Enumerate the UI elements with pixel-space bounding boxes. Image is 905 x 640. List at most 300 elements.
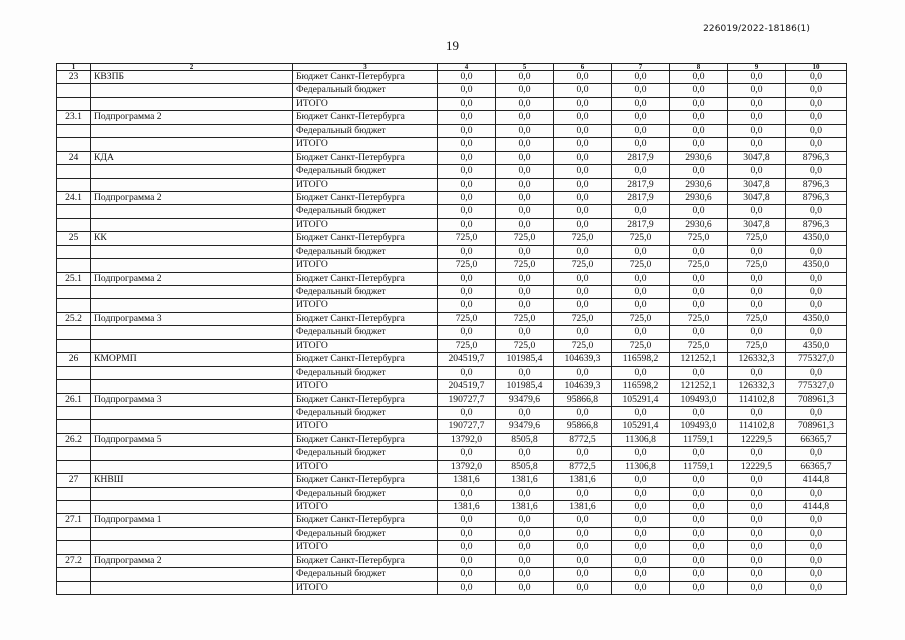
funding-source-cell: ИТОГО <box>293 460 438 473</box>
table-row <box>57 111 847 124</box>
value-cell: 109493,0 <box>670 393 728 406</box>
row-id-cell <box>57 326 91 339</box>
value-cell: 0,0 <box>554 272 612 285</box>
table-row <box>57 353 847 366</box>
header-cell: 10 <box>786 64 847 71</box>
value-cell: 0,0 <box>612 124 670 137</box>
funding-source-cell: ИТОГО <box>293 97 438 110</box>
header-cell: 8 <box>670 64 728 71</box>
value-cell: 0,0 <box>438 366 496 379</box>
document-registration-number: 226019/2022-18186(1) <box>703 24 810 34</box>
value-cell: 725,0 <box>438 339 496 352</box>
value-cell: 0,0 <box>438 286 496 299</box>
value-cell: 0,0 <box>496 124 554 137</box>
row-id-cell: 27.2 <box>57 554 91 567</box>
row-id-cell <box>57 286 91 299</box>
row-name-cell <box>91 420 293 433</box>
row-id-cell <box>57 138 91 151</box>
funding-source-cell: Бюджет Санкт-Петербурга <box>293 474 438 487</box>
value-cell: 0,0 <box>612 138 670 151</box>
table-row <box>57 165 847 178</box>
funding-source-cell: ИТОГО <box>293 218 438 231</box>
value-cell: 0,0 <box>786 581 847 594</box>
value-cell: 0,0 <box>786 487 847 500</box>
value-cell: 0,0 <box>612 406 670 419</box>
value-cell: 0,0 <box>786 245 847 258</box>
value-cell: 0,0 <box>438 218 496 231</box>
row-id-cell <box>57 218 91 231</box>
value-cell: 0,0 <box>670 165 728 178</box>
value-cell: 0,0 <box>670 527 728 540</box>
value-cell: 0,0 <box>728 514 786 527</box>
value-cell: 0,0 <box>728 568 786 581</box>
table-row <box>57 460 847 473</box>
value-cell: 0,0 <box>786 541 847 554</box>
value-cell: 0,0 <box>612 581 670 594</box>
value-cell: 1381,6 <box>438 474 496 487</box>
row-id-cell: 24 <box>57 151 91 164</box>
value-cell: 0,0 <box>728 487 786 500</box>
value-cell: 0,0 <box>670 406 728 419</box>
value-cell: 0,0 <box>670 111 728 124</box>
row-name-cell: Подпрограмма 1 <box>91 514 293 527</box>
funding-source-cell: ИТОГО <box>293 541 438 554</box>
value-cell: 0,0 <box>728 97 786 110</box>
row-name-cell <box>91 245 293 258</box>
row-name-cell <box>91 178 293 191</box>
value-cell: 0,0 <box>496 205 554 218</box>
value-cell: 0,0 <box>786 447 847 460</box>
value-cell: 0,0 <box>728 474 786 487</box>
value-cell: 0,0 <box>786 165 847 178</box>
row-name-cell <box>91 124 293 137</box>
value-cell: 0,0 <box>496 527 554 540</box>
value-cell: 0,0 <box>438 514 496 527</box>
table-row <box>57 205 847 218</box>
value-cell: 0,0 <box>438 554 496 567</box>
funding-source-cell: Бюджет Санкт-Петербурга <box>293 111 438 124</box>
header-cell: 9 <box>728 64 786 71</box>
value-cell: 0,0 <box>438 527 496 540</box>
value-cell: 0,0 <box>496 191 554 204</box>
value-cell: 0,0 <box>554 218 612 231</box>
table-row <box>57 232 847 245</box>
row-id-cell <box>57 97 91 110</box>
table-row <box>57 581 847 594</box>
value-cell: 0,0 <box>786 138 847 151</box>
value-cell: 0,0 <box>496 487 554 500</box>
value-cell: 0,0 <box>786 406 847 419</box>
value-cell: 0,0 <box>496 326 554 339</box>
value-cell: 0,0 <box>554 487 612 500</box>
row-id-cell <box>57 541 91 554</box>
value-cell: 0,0 <box>728 581 786 594</box>
table-row <box>57 474 847 487</box>
row-name-cell <box>91 541 293 554</box>
table-row <box>57 527 847 540</box>
value-cell: 0,0 <box>786 286 847 299</box>
value-cell: 0,0 <box>670 581 728 594</box>
value-cell: 2930,6 <box>670 191 728 204</box>
value-cell: 0,0 <box>670 299 728 312</box>
table-row <box>57 380 847 393</box>
value-cell: 708961,3 <box>786 393 847 406</box>
value-cell: 116598,2 <box>612 380 670 393</box>
value-cell: 0,0 <box>554 366 612 379</box>
value-cell: 0,0 <box>728 245 786 258</box>
funding-source-cell: Бюджет Санкт-Петербурга <box>293 191 438 204</box>
value-cell: 93479,6 <box>496 393 554 406</box>
value-cell: 0,0 <box>438 568 496 581</box>
row-name-cell: КМОРМП <box>91 353 293 366</box>
value-cell: 114102,8 <box>728 420 786 433</box>
value-cell: 725,0 <box>612 339 670 352</box>
value-cell: 2817,9 <box>612 191 670 204</box>
value-cell: 0,0 <box>786 272 847 285</box>
value-cell: 1381,6 <box>496 501 554 514</box>
table-row <box>57 71 847 84</box>
row-id-cell: 25.2 <box>57 312 91 325</box>
value-cell: 0,0 <box>496 568 554 581</box>
value-cell: 8796,3 <box>786 178 847 191</box>
value-cell: 0,0 <box>554 151 612 164</box>
value-cell: 95866,8 <box>554 393 612 406</box>
value-cell: 8796,3 <box>786 151 847 164</box>
row-name-cell: Подпрограмма 3 <box>91 393 293 406</box>
funding-source-cell: ИТОГО <box>293 501 438 514</box>
funding-source-cell: Бюджет Санкт-Петербурга <box>293 71 438 84</box>
funding-source-cell: ИТОГО <box>293 339 438 352</box>
row-id-cell: 26 <box>57 353 91 366</box>
funding-source-cell: Федеральный бюджет <box>293 286 438 299</box>
row-name-cell <box>91 581 293 594</box>
value-cell: 0,0 <box>438 299 496 312</box>
value-cell: 0,0 <box>438 111 496 124</box>
value-cell: 0,0 <box>438 447 496 460</box>
value-cell: 0,0 <box>496 71 554 84</box>
value-cell: 12229,5 <box>728 433 786 446</box>
value-cell: 0,0 <box>496 245 554 258</box>
value-cell: 8796,3 <box>786 191 847 204</box>
value-cell: 0,0 <box>438 272 496 285</box>
value-cell: 12229,5 <box>728 460 786 473</box>
header-cell: 1 <box>57 64 91 71</box>
funding-source-cell: Бюджет Санкт-Петербурга <box>293 312 438 325</box>
funding-source-cell: Бюджет Санкт-Петербурга <box>293 151 438 164</box>
table-row <box>57 84 847 97</box>
value-cell: 725,0 <box>670 232 728 245</box>
value-cell: 0,0 <box>438 165 496 178</box>
funding-source-cell: ИТОГО <box>293 380 438 393</box>
table-row <box>57 124 847 137</box>
value-cell: 116598,2 <box>612 353 670 366</box>
table-row <box>57 259 847 272</box>
value-cell: 0,0 <box>612 111 670 124</box>
value-cell: 0,0 <box>728 366 786 379</box>
row-name-cell <box>91 84 293 97</box>
value-cell: 0,0 <box>612 366 670 379</box>
row-name-cell: КДА <box>91 151 293 164</box>
value-cell: 725,0 <box>438 232 496 245</box>
row-id-cell: 25.1 <box>57 272 91 285</box>
value-cell: 121252,1 <box>670 353 728 366</box>
value-cell: 725,0 <box>612 259 670 272</box>
value-cell: 0,0 <box>496 581 554 594</box>
value-cell: 8796,3 <box>786 218 847 231</box>
value-cell: 0,0 <box>612 568 670 581</box>
value-cell: 0,0 <box>496 111 554 124</box>
value-cell: 0,0 <box>670 84 728 97</box>
value-cell: 0,0 <box>670 97 728 110</box>
row-name-cell <box>91 97 293 110</box>
value-cell: 0,0 <box>554 447 612 460</box>
value-cell: 1381,6 <box>438 501 496 514</box>
row-id-cell: 27 <box>57 474 91 487</box>
table-row <box>57 393 847 406</box>
table-row <box>57 339 847 352</box>
value-cell: 0,0 <box>786 97 847 110</box>
value-cell: 1381,6 <box>496 474 554 487</box>
value-cell: 0,0 <box>496 366 554 379</box>
value-cell: 204519,7 <box>438 380 496 393</box>
value-cell: 8772,5 <box>554 433 612 446</box>
value-cell: 2930,6 <box>670 178 728 191</box>
value-cell: 0,0 <box>554 71 612 84</box>
value-cell: 0,0 <box>728 165 786 178</box>
value-cell: 11306,8 <box>612 433 670 446</box>
table-row <box>57 97 847 110</box>
funding-source-cell: Федеральный бюджет <box>293 326 438 339</box>
row-name-cell: Подпрограмма 2 <box>91 272 293 285</box>
value-cell: 0,0 <box>670 474 728 487</box>
table-row <box>57 501 847 514</box>
row-name-cell <box>91 487 293 500</box>
row-id-cell <box>57 205 91 218</box>
header-cell: 6 <box>554 64 612 71</box>
value-cell: 3047,8 <box>728 218 786 231</box>
value-cell: 0,0 <box>438 406 496 419</box>
value-cell: 725,0 <box>554 339 612 352</box>
table-row <box>57 218 847 231</box>
funding-source-cell: ИТОГО <box>293 299 438 312</box>
value-cell: 0,0 <box>728 527 786 540</box>
value-cell: 0,0 <box>612 299 670 312</box>
value-cell: 0,0 <box>728 205 786 218</box>
row-name-cell <box>91 286 293 299</box>
value-cell: 66365,7 <box>786 433 847 446</box>
value-cell: 0,0 <box>728 124 786 137</box>
value-cell: 0,0 <box>496 165 554 178</box>
value-cell: 0,0 <box>554 541 612 554</box>
value-cell: 0,0 <box>612 272 670 285</box>
row-name-cell: Подпрограмма 5 <box>91 433 293 446</box>
value-cell: 0,0 <box>670 245 728 258</box>
value-cell: 0,0 <box>438 124 496 137</box>
value-cell: 0,0 <box>496 178 554 191</box>
value-cell: 725,0 <box>438 259 496 272</box>
value-cell: 725,0 <box>728 232 786 245</box>
row-id-cell <box>57 447 91 460</box>
value-cell: 1381,6 <box>554 474 612 487</box>
row-id-cell: 27.1 <box>57 514 91 527</box>
funding-source-cell: Бюджет Санкт-Петербурга <box>293 272 438 285</box>
table-body <box>57 64 847 595</box>
value-cell: 190727,7 <box>438 420 496 433</box>
value-cell: 101985,4 <box>496 353 554 366</box>
value-cell: 101985,4 <box>496 380 554 393</box>
row-id-cell <box>57 460 91 473</box>
value-cell: 725,0 <box>554 312 612 325</box>
value-cell: 8505,8 <box>496 460 554 473</box>
table-row <box>57 406 847 419</box>
value-cell: 0,0 <box>670 272 728 285</box>
row-name-cell <box>91 527 293 540</box>
value-cell: 4144,8 <box>786 501 847 514</box>
value-cell: 95866,8 <box>554 420 612 433</box>
value-cell: 190727,7 <box>438 393 496 406</box>
value-cell: 0,0 <box>728 554 786 567</box>
value-cell: 775327,0 <box>786 380 847 393</box>
value-cell: 0,0 <box>670 447 728 460</box>
header-cell: 2 <box>91 64 293 71</box>
budget-table <box>56 63 847 595</box>
value-cell: 775327,0 <box>786 353 847 366</box>
header-cell: 4 <box>438 64 496 71</box>
row-id-cell <box>57 299 91 312</box>
row-id-cell <box>57 165 91 178</box>
value-cell: 11306,8 <box>612 460 670 473</box>
value-cell: 0,0 <box>438 326 496 339</box>
row-name-cell <box>91 299 293 312</box>
row-id-cell: 25 <box>57 232 91 245</box>
value-cell: 0,0 <box>496 447 554 460</box>
value-cell: 2817,9 <box>612 178 670 191</box>
value-cell: 0,0 <box>670 568 728 581</box>
value-cell: 0,0 <box>554 326 612 339</box>
value-cell: 0,0 <box>496 151 554 164</box>
row-name-cell <box>91 447 293 460</box>
value-cell: 66365,7 <box>786 460 847 473</box>
value-cell: 105291,4 <box>612 393 670 406</box>
row-id-cell <box>57 245 91 258</box>
row-id-cell: 26.1 <box>57 393 91 406</box>
table-row <box>57 286 847 299</box>
table-row <box>57 487 847 500</box>
value-cell: 0,0 <box>554 527 612 540</box>
value-cell: 0,0 <box>670 541 728 554</box>
value-cell: 3047,8 <box>728 191 786 204</box>
funding-source-cell: ИТОГО <box>293 581 438 594</box>
value-cell: 13792,0 <box>438 433 496 446</box>
value-cell: 109493,0 <box>670 420 728 433</box>
funding-source-cell: Федеральный бюджет <box>293 124 438 137</box>
row-id-cell: 23 <box>57 71 91 84</box>
value-cell: 0,0 <box>728 447 786 460</box>
row-name-cell <box>91 380 293 393</box>
value-cell: 0,0 <box>438 191 496 204</box>
value-cell: 0,0 <box>786 554 847 567</box>
value-cell: 105291,4 <box>612 420 670 433</box>
funding-source-cell: Федеральный бюджет <box>293 165 438 178</box>
value-cell: 2930,6 <box>670 218 728 231</box>
value-cell: 0,0 <box>496 84 554 97</box>
value-cell: 0,0 <box>612 474 670 487</box>
value-cell: 0,0 <box>554 406 612 419</box>
funding-source-cell: Федеральный бюджет <box>293 84 438 97</box>
row-id-cell: 23.1 <box>57 111 91 124</box>
value-cell: 0,0 <box>612 286 670 299</box>
value-cell: 1381,6 <box>554 501 612 514</box>
funding-source-cell: ИТОГО <box>293 259 438 272</box>
funding-source-cell: Федеральный бюджет <box>293 245 438 258</box>
value-cell: 725,0 <box>438 312 496 325</box>
value-cell: 0,0 <box>438 487 496 500</box>
value-cell: 0,0 <box>786 84 847 97</box>
value-cell: 2817,9 <box>612 151 670 164</box>
value-cell: 0,0 <box>786 71 847 84</box>
value-cell: 0,0 <box>496 541 554 554</box>
value-cell: 0,0 <box>670 286 728 299</box>
table-row <box>57 191 847 204</box>
value-cell: 4350,0 <box>786 259 847 272</box>
table-row <box>57 151 847 164</box>
row-name-cell <box>91 138 293 151</box>
table-row <box>57 433 847 446</box>
funding-source-cell: Бюджет Санкт-Петербурга <box>293 232 438 245</box>
table-row <box>57 420 847 433</box>
value-cell: 93479,6 <box>496 420 554 433</box>
row-name-cell: Подпрограмма 2 <box>91 111 293 124</box>
value-cell: 204519,7 <box>438 353 496 366</box>
value-cell: 0,0 <box>496 97 554 110</box>
value-cell: 0,0 <box>438 178 496 191</box>
table-row <box>57 272 847 285</box>
value-cell: 0,0 <box>438 84 496 97</box>
value-cell: 0,0 <box>438 71 496 84</box>
value-cell: 0,0 <box>554 286 612 299</box>
table-row <box>57 541 847 554</box>
value-cell: 0,0 <box>554 554 612 567</box>
value-cell: 0,0 <box>612 97 670 110</box>
value-cell: 0,0 <box>438 541 496 554</box>
row-id-cell <box>57 527 91 540</box>
value-cell: 0,0 <box>612 554 670 567</box>
value-cell: 0,0 <box>786 111 847 124</box>
value-cell: 0,0 <box>554 205 612 218</box>
value-cell: 0,0 <box>728 501 786 514</box>
value-cell: 0,0 <box>612 541 670 554</box>
value-cell: 0,0 <box>786 366 847 379</box>
value-cell: 725,0 <box>670 312 728 325</box>
funding-source-cell: Федеральный бюджет <box>293 487 438 500</box>
row-name-cell: КВЗПБ <box>91 71 293 84</box>
value-cell: 0,0 <box>786 568 847 581</box>
row-name-cell <box>91 259 293 272</box>
header-cell: 3 <box>293 64 438 71</box>
value-cell: 0,0 <box>438 245 496 258</box>
page-number: 19 <box>446 38 459 53</box>
table-row <box>57 312 847 325</box>
table-row <box>57 326 847 339</box>
value-cell: 0,0 <box>612 165 670 178</box>
row-name-cell <box>91 165 293 178</box>
value-cell: 0,0 <box>670 124 728 137</box>
value-cell: 0,0 <box>728 299 786 312</box>
value-cell: 0,0 <box>554 178 612 191</box>
value-cell: 8505,8 <box>496 433 554 446</box>
value-cell: 0,0 <box>554 138 612 151</box>
value-cell: 725,0 <box>670 339 728 352</box>
